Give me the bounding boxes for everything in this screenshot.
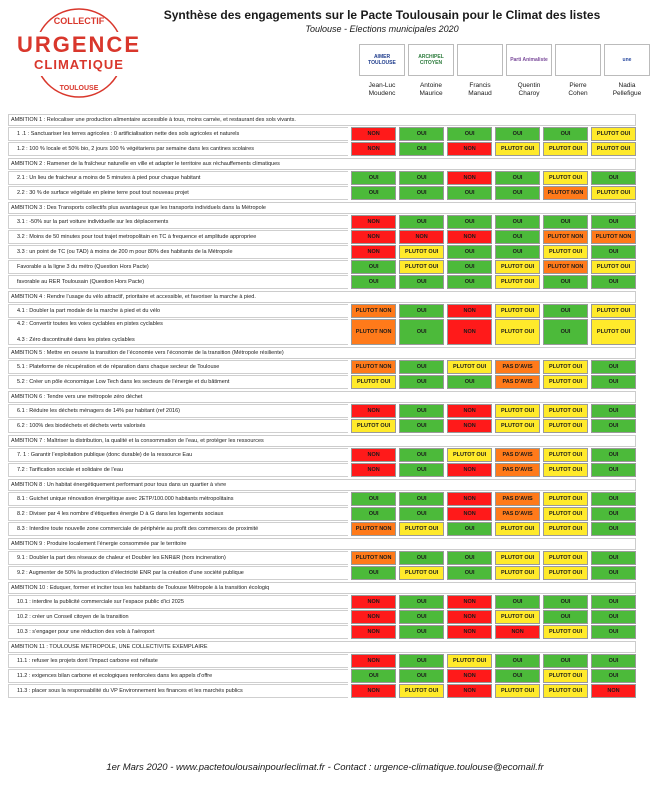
answer-cell: OUI — [591, 654, 636, 668]
table-row — [8, 260, 636, 274]
table-row — [8, 507, 636, 521]
engagement-label — [8, 507, 348, 521]
answer-cell: PLUTOT OUI — [543, 360, 588, 374]
answer-cell: NON — [447, 171, 492, 185]
answer-cell: PLUTOT OUI — [399, 245, 444, 259]
engagement-label — [8, 319, 348, 345]
ambition-title: AMBITION 11 : TOULOUSE METROPOLE, UNE COLLECTIVITE EXEMPLAIRE — [8, 641, 636, 653]
answer-cell: OUI — [447, 127, 492, 141]
answer-cell: OUI — [399, 507, 444, 521]
answer-cell: NON — [351, 610, 396, 624]
answer-cell: OUI — [543, 654, 588, 668]
answer-cell: OUI — [399, 463, 444, 477]
candidate-column-header — [554, 44, 602, 112]
answer-cell: OUI — [399, 171, 444, 185]
engagement-text: 11.3 : placer sous la responsabilité du VP Environnement les finances et les marchés publics — [17, 688, 243, 694]
answer-cell: NON — [447, 319, 492, 345]
engagement-text: 2.2 : 30 % de surface végétale en pleine terre pout tout nouveau projet — [17, 190, 189, 196]
answer-cell: OUI — [591, 375, 636, 389]
answer-cell: PLUTOT OUI — [447, 654, 492, 668]
answer-cell: PLUTOT OUI — [447, 360, 492, 374]
ambition-title: AMBITION 4 : Rendre l’usage du vélo attractif, prioritaire et accessible, et favoriser la marche à pied. — [8, 291, 636, 303]
answer-cell: PLUTOT OUI — [543, 375, 588, 389]
candidate-name: Quentin Charoy — [517, 82, 541, 97]
answer-cell: PLUTOT OUI — [591, 127, 636, 141]
answer-cell: PLUTOT OUI — [495, 566, 540, 580]
table-row — [8, 654, 636, 668]
answer-cell: OUI — [399, 404, 444, 418]
answer-cell: PLUTOT OUI — [543, 245, 588, 259]
answer-cell: OUI — [351, 507, 396, 521]
answer-cell: OUI — [351, 275, 396, 289]
ambition-title: AMBITION 5 : Mettre en oeuvre la transition de l’économie vers l’économie de la transition (Métropole résiliente) — [8, 347, 636, 359]
answer-cell: NON — [447, 304, 492, 318]
answer-cell: OUI — [399, 186, 444, 200]
engagement-text: 11.1 : refuser les projets dont l’impact carbone est néfaste — [17, 658, 158, 664]
answer-cell: OUI — [591, 522, 636, 536]
answer-cell: NON — [351, 463, 396, 477]
answer-cell: NON — [351, 448, 396, 462]
engagement-text: 10.1 : interdire la publicité commerciale sur l’espace public d’ici 2025 — [17, 599, 184, 605]
answer-cell: OUI — [591, 215, 636, 229]
answer-cell: NON — [351, 684, 396, 698]
candidate-name: Francis Manaud — [468, 82, 492, 97]
answer-cell: OUI — [447, 566, 492, 580]
candidate-column-header — [358, 44, 406, 112]
engagement-label — [8, 654, 348, 668]
answer-cell: OUI — [447, 215, 492, 229]
answer-cell: OUI — [543, 127, 588, 141]
engagement-text: 4.3 : Zéro discontinuité dans les pistes cyclables — [17, 337, 135, 343]
ambition-title: AMBITION 2 : Ramener de la fraîcheur naturelle en ville et adapter le territoire aux réchauffements climatiques — [8, 158, 636, 170]
urgence-climatique-logo — [4, 6, 154, 101]
engagement-text: 9.2 : Augmenter de 50% la production d’électricité ENR par la création d’une société publique — [17, 570, 244, 576]
engagement-text: 3.1 : -50% sur la part voiture individuelle sur les déplacements — [17, 219, 169, 225]
answer-cell: PAS D'AVIS — [495, 507, 540, 521]
page-title: Synthèse des engagements sur le Pacte Toulousain pour le Climat des listes — [163, 8, 601, 22]
answer-cell: PLUTOT OUI — [543, 142, 588, 156]
answer-cell: OUI — [399, 360, 444, 374]
answer-cell: PLUTOT NON — [543, 186, 588, 200]
answer-cell: PLUTOT OUI — [591, 186, 636, 200]
table-row — [8, 610, 636, 624]
answer-cell: PLUTOT OUI — [591, 142, 636, 156]
answer-cell: PAS D'AVIS — [495, 492, 540, 506]
engagement-text: 6.1 : Réduire les déchets ménagers de 14% par habitant (ref 2016) — [17, 408, 180, 414]
answer-cell: OUI — [495, 245, 540, 259]
engagement-text: 9.1 : Doubler la part des réseaux de chaleur et Doubler les ENR&R (hors incineration) — [17, 555, 226, 561]
engagement-label — [8, 245, 348, 259]
answer-cell: PLUTOT NON — [351, 551, 396, 565]
answer-cell: OUI — [447, 275, 492, 289]
answer-cell: PLUTOT OUI — [543, 669, 588, 683]
party-logo: ARCHIPEL CITOYEN — [408, 44, 454, 76]
answer-cell: OUI — [591, 492, 636, 506]
engagement-label — [8, 595, 348, 609]
answer-cell: PLUTOT NON — [591, 230, 636, 244]
engagement-label — [8, 375, 348, 389]
answer-cell: OUI — [495, 215, 540, 229]
engagement-text: 10.2 : créer un Conseil citoyen de la transition — [17, 614, 129, 620]
answer-cell: OUI — [543, 275, 588, 289]
answer-cell: OUI — [495, 230, 540, 244]
answer-cell: OUI — [591, 419, 636, 433]
answer-cell: PLUTOT OUI — [495, 304, 540, 318]
table-row — [8, 625, 636, 639]
answer-cell: OUI — [399, 492, 444, 506]
answer-cell: NON — [351, 127, 396, 141]
engagement-table — [8, 112, 636, 698]
answer-cell: NON — [447, 419, 492, 433]
table-row — [8, 171, 636, 185]
table-row — [8, 595, 636, 609]
candidate-header — [358, 44, 650, 112]
table-row — [8, 522, 636, 536]
candidate-name: Pierre Cohen — [568, 82, 588, 97]
table-row — [8, 448, 636, 462]
candidate-column-header — [603, 44, 650, 112]
answer-cell: PLUTOT OUI — [543, 404, 588, 418]
ambition-title: AMBITION 1 : Relocaliser une production alimentaire accessible à tous, moins carnée, et restaurant des sols vivants. — [8, 114, 636, 126]
engagement-label — [8, 127, 348, 141]
engagement-label — [8, 684, 348, 698]
answer-cell: OUI — [447, 260, 492, 274]
answer-cell: OUI — [399, 142, 444, 156]
answer-cell: OUI — [351, 492, 396, 506]
answer-cell: PLUTOT OUI — [591, 260, 636, 274]
answer-cell: PLUTOT OUI — [399, 566, 444, 580]
candidate-name: Nadia Pellefigue — [612, 82, 642, 97]
table-row — [8, 319, 636, 345]
ambition-title: AMBITION 10 : Eduquer, former et inciter tous les habitants de Toulouse Métropole à la transition écologiq — [8, 582, 636, 594]
answer-cell: NON — [351, 404, 396, 418]
table-row — [8, 419, 636, 433]
engagement-text: 11.2 : exigences bilan carbone et ecologiques renforcées dans les appels d’offre — [17, 673, 213, 679]
answer-cell: PLUTOT OUI — [495, 142, 540, 156]
engagement-label — [8, 215, 348, 229]
table-row — [8, 375, 636, 389]
ambition-title: AMBITION 3 : Des Transports collectifs plus avantageux que les transports individuels dans la Métropole — [8, 202, 636, 214]
answer-cell: OUI — [591, 171, 636, 185]
answer-cell: OUI — [591, 448, 636, 462]
answer-cell: NON — [447, 507, 492, 521]
engagement-text: 6.2 : 100% des biodéchets et déchets verts valorisés — [17, 423, 146, 429]
engagement-text: 2.1 : Un lieu de fraicheur a moins de 5 minutes à pied pour chaque habitant — [17, 175, 201, 181]
engagement-label — [8, 625, 348, 639]
candidate-column-header — [505, 44, 553, 112]
answer-cell: NON — [351, 654, 396, 668]
answer-cell: OUI — [591, 625, 636, 639]
engagement-label — [8, 551, 348, 565]
engagement-label — [8, 522, 348, 536]
answer-cell: PLUTOT OUI — [399, 684, 444, 698]
engagement-label — [8, 275, 348, 289]
answer-cell: PLUTOT OUI — [543, 551, 588, 565]
answer-cell: PLUTOT OUI — [399, 260, 444, 274]
answer-cell: OUI — [591, 507, 636, 521]
table-row — [8, 360, 636, 374]
table-row — [8, 404, 636, 418]
answer-cell: NON — [351, 142, 396, 156]
answer-cell: PAS D'AVIS — [495, 463, 540, 477]
engagement-label — [8, 260, 348, 274]
answer-cell: PLUTOT NON — [543, 230, 588, 244]
answer-cell: OUI — [351, 260, 396, 274]
answer-cell: NON — [447, 595, 492, 609]
answer-cell: OUI — [495, 127, 540, 141]
answer-cell: PLUTOT OUI — [447, 448, 492, 462]
candidate-name: Jean-Luc Moudenc — [368, 82, 396, 97]
answer-cell: PLUTOT OUI — [543, 566, 588, 580]
answer-cell: NON — [447, 230, 492, 244]
answer-cell: PLUTOT OUI — [495, 610, 540, 624]
engagement-text: 8.2 : Diviser par 4 les nombre d’étiquettes énergie D à G dans les logements sociaux — [17, 511, 224, 517]
engagement-label — [8, 142, 348, 156]
table-row — [8, 566, 636, 580]
answer-cell: PLUTOT NON — [351, 360, 396, 374]
answer-cell: OUI — [495, 654, 540, 668]
answer-cell: NON — [591, 684, 636, 698]
answer-cell: NON — [351, 595, 396, 609]
answer-cell: OUI — [591, 610, 636, 624]
answer-cell: PLUTOT OUI — [543, 625, 588, 639]
answer-cell: OUI — [543, 595, 588, 609]
table-row — [8, 492, 636, 506]
answer-cell: NON — [447, 669, 492, 683]
answer-cell: PLUTOT OUI — [591, 319, 636, 345]
answer-cell: OUI — [447, 186, 492, 200]
answer-cell: OUI — [351, 171, 396, 185]
engagement-text: favorable au RER Toulousain (Question Hors Pacte) — [17, 279, 145, 285]
engagement-label — [8, 610, 348, 624]
engagement-label — [8, 448, 348, 462]
answer-cell: PLUTOT OUI — [399, 522, 444, 536]
engagement-text: 3.3 : un point de TC (ou TAD) à moins de 200 m pour 80% des habitants de la Métropole — [17, 249, 233, 255]
engagement-text: 4.1 : Doubler la part modale de la marche à pied et du vélo — [17, 308, 161, 314]
answer-cell: PLUTOT OUI — [495, 319, 540, 345]
answer-cell: OUI — [447, 551, 492, 565]
engagement-label — [8, 171, 348, 185]
table-row — [8, 551, 636, 565]
answer-cell: OUI — [543, 610, 588, 624]
answer-cell: OUI — [351, 186, 396, 200]
answer-cell: PLUTOT OUI — [495, 275, 540, 289]
answer-cell: OUI — [495, 595, 540, 609]
answer-cell: NON — [351, 230, 396, 244]
footer: 1er Mars 2020 - www.pactetoulousainpourleclimat.fr - Contact : urgence-climatique.toulouse@ecomail.fr — [106, 762, 544, 773]
answer-cell: PLUTOT OUI — [591, 304, 636, 318]
candidate-name: Antoine Maurice — [419, 82, 443, 97]
answer-cell: OUI — [399, 275, 444, 289]
answer-cell: OUI — [399, 419, 444, 433]
answer-cell: PLUTOT NON — [351, 304, 396, 318]
answer-cell: OUI — [399, 375, 444, 389]
answer-cell: NON — [447, 142, 492, 156]
page-subtitle: Toulouse - Elections municipales 2020 — [305, 24, 459, 34]
answer-cell: PLUTOT OUI — [495, 551, 540, 565]
engagement-text: Favorable a la ligne 3 du métro (Question Hors Pacte) — [17, 264, 149, 270]
answer-cell: OUI — [399, 215, 444, 229]
answer-cell: OUI — [399, 625, 444, 639]
answer-cell: OUI — [399, 448, 444, 462]
answer-cell: OUI — [447, 375, 492, 389]
answer-cell: OUI — [543, 319, 588, 345]
answer-cell: PLUTOT OUI — [543, 419, 588, 433]
table-row — [8, 463, 636, 477]
ambition-title: AMBITION 9 : Produire localement l’énergie consommée par le territoire — [8, 538, 636, 550]
answer-cell: OUI — [399, 304, 444, 318]
answer-cell: PLUTOT NON — [351, 522, 396, 536]
answer-cell: OUI — [399, 669, 444, 683]
logo-collectif: COLLECTIF — [53, 16, 105, 26]
engagement-label — [8, 304, 348, 318]
table-row — [8, 186, 636, 200]
answer-cell: OUI — [399, 319, 444, 345]
engagement-label — [8, 492, 348, 506]
answer-cell: NON — [447, 463, 492, 477]
answer-cell: OUI — [399, 654, 444, 668]
table-row — [8, 127, 636, 141]
answer-cell: PLUTOT OUI — [543, 522, 588, 536]
engagement-label — [8, 566, 348, 580]
answer-cell: PLUTOT OUI — [543, 448, 588, 462]
ambition-title: AMBITION 8 : Un habitat énergétiquement performant pour tous dans un quartier à vivre — [8, 479, 636, 491]
logo-toulouse: TOULOUSE — [59, 85, 99, 92]
answer-cell: PLUTOT OUI — [351, 375, 396, 389]
engagement-text: 1.2 : 100 % locale et 50% bio, 2 jours 100 % végétariens par semaine dans les cantines scolaires — [17, 146, 254, 152]
engagement-label — [8, 669, 348, 683]
answer-cell: PAS D'AVIS — [495, 360, 540, 374]
table-row — [8, 304, 636, 318]
ambition-title: AMBITION 7 : Maîtriser la distribution, la qualité et la consommation de l’eau, et protéger les ressources — [8, 435, 636, 447]
answer-cell: OUI — [495, 186, 540, 200]
answer-cell: PAS D'AVIS — [495, 375, 540, 389]
answer-cell: PLUTOT OUI — [495, 260, 540, 274]
answer-cell: OUI — [591, 566, 636, 580]
answer-cell: OUI — [543, 215, 588, 229]
answer-cell: NON — [447, 492, 492, 506]
answer-cell: OUI — [591, 669, 636, 683]
engagement-text: 5.1 : Plateforme de récupération et de réparation dans chaque secteur de Toulouse — [17, 364, 220, 370]
answer-cell: OUI — [591, 275, 636, 289]
engagement-text: 3.2 : Moins de 50 minutes pour tout trajet metropolitain en TC à frequence et amplitude appropriee — [17, 234, 257, 240]
table-row — [8, 684, 636, 698]
engagement-text: 5.2 : Créer un pôle économique Low Tech dans les secteurs de l’énergie et du bâtiment — [17, 379, 230, 385]
answer-cell: OUI — [591, 595, 636, 609]
answer-cell: OUI — [399, 595, 444, 609]
answer-cell: PLUTOT OUI — [495, 684, 540, 698]
answer-cell: NON — [495, 625, 540, 639]
answer-cell: OUI — [399, 551, 444, 565]
table-row — [8, 275, 636, 289]
table-row — [8, 215, 636, 229]
answer-cell: OUI — [399, 127, 444, 141]
engagement-label — [8, 404, 348, 418]
logo-climatique: CLIMATIQUE — [34, 57, 124, 72]
answer-cell: OUI — [351, 566, 396, 580]
answer-cell: PLUTOT OUI — [543, 684, 588, 698]
answer-cell: PLUTOT OUI — [495, 404, 540, 418]
answer-cell: OUI — [591, 463, 636, 477]
answer-cell: OUI — [447, 522, 492, 536]
answer-cell: OUI — [591, 245, 636, 259]
engagement-text: 7. 1 : Garantir l’exploitation publique (donc durable) de la ressource Eau — [17, 452, 193, 458]
answer-cell: OUI — [543, 304, 588, 318]
table-row — [8, 142, 636, 156]
table-row — [8, 669, 636, 683]
engagement-text: 7.2 : Tarification sociale et solidaire de l’eau — [17, 467, 123, 473]
answer-cell: OUI — [495, 669, 540, 683]
engagement-text: 8.3 : Interdire toute nouvelle zone commerciale de périphérie au profit des commerces de proximité — [17, 526, 259, 532]
party-logo: AIMER TOULOUSE — [359, 44, 405, 76]
answer-cell: NON — [351, 245, 396, 259]
answer-cell: PLUTOT OUI — [351, 419, 396, 433]
answer-cell: NON — [447, 684, 492, 698]
answer-cell: PAS D'AVIS — [495, 448, 540, 462]
engagement-label — [8, 360, 348, 374]
engagement-text: 1 .1 : Sanctuariser les terres agricoles : 0 artificialisation nette des sols agricoles et naturels — [17, 131, 240, 137]
answer-cell: NON — [351, 625, 396, 639]
answer-cell: PLUTOT OUI — [495, 419, 540, 433]
answer-cell: PLUTOT OUI — [543, 492, 588, 506]
engagement-text: 4.2 : Convertir toutes les voies cyclables en pistes cyclables — [17, 321, 163, 327]
ambition-title: AMBITION 6 : Tendre vers une métropole zéro déchet — [8, 391, 636, 403]
party-logo — [555, 44, 601, 76]
engagement-label — [8, 463, 348, 477]
answer-cell: NON — [351, 215, 396, 229]
engagement-label — [8, 419, 348, 433]
engagement-label — [8, 230, 348, 244]
answer-cell: NON — [447, 625, 492, 639]
answer-cell: PLUTOT OUI — [495, 522, 540, 536]
answer-cell: NON — [447, 610, 492, 624]
answer-cell: PLUTOT OUI — [543, 463, 588, 477]
candidate-column-header — [407, 44, 455, 112]
table-row — [8, 245, 636, 259]
party-logo: Parti Animaliste — [506, 44, 552, 76]
answer-cell: OUI — [399, 610, 444, 624]
answer-cell: OUI — [591, 360, 636, 374]
answer-cell: PLUTOT OUI — [543, 507, 588, 521]
answer-cell: NON — [447, 404, 492, 418]
table-row — [8, 230, 636, 244]
logo-urgence: URGENCE — [16, 32, 142, 57]
answer-cell: OUI — [495, 171, 540, 185]
candidate-column-header — [456, 44, 504, 112]
engagement-label — [8, 186, 348, 200]
engagement-text: 10.3 : s’engager pour une réduction des vols à l’aéroport — [17, 629, 155, 635]
answer-cell: NON — [399, 230, 444, 244]
answer-cell: OUI — [447, 245, 492, 259]
answer-cell: PLUTOT OUI — [543, 171, 588, 185]
answer-cell: OUI — [591, 404, 636, 418]
answer-cell: PLUTOT NON — [351, 319, 396, 345]
answer-cell: OUI — [591, 551, 636, 565]
party-logo: une — [604, 44, 650, 76]
answer-cell: OUI — [351, 669, 396, 683]
engagement-text: 8.1 : Guichet unique rénovation énergétique avec 2ETP/100.000 habitants métropolitains — [17, 496, 234, 502]
answer-cell: PLUTOT NON — [543, 260, 588, 274]
party-logo — [457, 44, 503, 76]
